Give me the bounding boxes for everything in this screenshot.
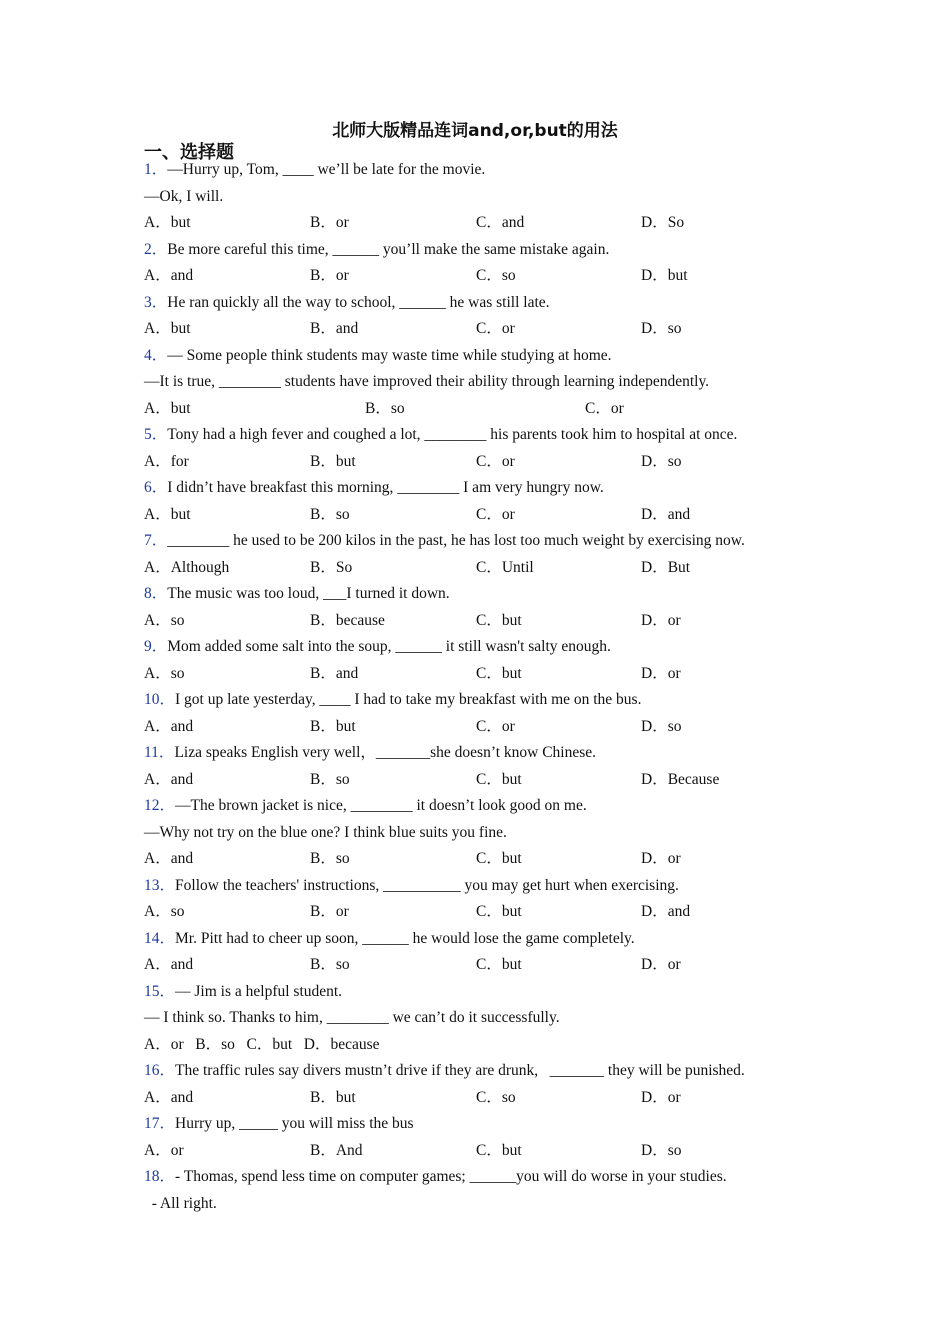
- question-text: Follow the teachers' instructions, __________ you may get hurt when exercising.: [175, 876, 679, 894]
- answer-option: B．so: [310, 505, 350, 523]
- question-number: 7．: [144, 532, 168, 549]
- question-text: - All right.: [144, 1194, 217, 1212]
- question-text: —It is true, ________ students have improved their ability through learning independently.: [144, 373, 710, 390]
- section-heading: 一、选择题: [144, 142, 234, 163]
- question-stem: [144, 293, 550, 313]
- question-number: 15．: [144, 982, 176, 1000]
- question-stem: [144, 478, 604, 498]
- answer-option: C．or: [476, 452, 515, 470]
- answer-option: A．Although: [144, 558, 230, 576]
- question-stem: [144, 425, 737, 445]
- question-stem: [144, 637, 611, 657]
- answer-option: C．but: [476, 850, 522, 867]
- answer-option: D．But: [641, 558, 691, 576]
- answer-option: C．and: [476, 214, 525, 231]
- answer-option: A．but: [144, 320, 191, 337]
- question-number: 8．: [144, 585, 168, 602]
- answer-option: D．or: [641, 664, 681, 682]
- answer-option: D．or: [641, 1088, 681, 1106]
- question-number: 11．: [144, 744, 175, 761]
- question-text: Mr. Pitt had to cheer up soon, ______ he would lose the game completely.: [175, 929, 635, 947]
- answer-option: C．but: [476, 770, 522, 788]
- question-text: — Some people think students may waste time while studying at home.: [167, 346, 612, 364]
- answer-option: A．and: [144, 267, 194, 284]
- question-number: 3．: [144, 293, 168, 311]
- question-stem: [144, 160, 485, 180]
- answer-option: A．so: [144, 903, 185, 920]
- answer-option: C．or: [476, 717, 515, 735]
- answer-option: B．so: [310, 956, 350, 973]
- answer-option: C．but: [476, 611, 522, 629]
- answer-option: A．and: [144, 1088, 194, 1106]
- question-number: 12．: [144, 797, 176, 814]
- answer-option: C．so: [476, 1088, 516, 1106]
- answer-option: B．or: [310, 267, 349, 284]
- question-text: I got up late yesterday, ____ I had to take my breakfast with me on the bus.: [175, 691, 642, 708]
- question-text: Be more careful this time, ______ you’ll make the same mistake again.: [167, 240, 610, 258]
- answer-option: D．but: [641, 267, 688, 284]
- question-number: 2．: [144, 240, 168, 258]
- answer-option: B．but: [310, 717, 356, 735]
- answer-option: A．for: [144, 452, 189, 470]
- question-text: —Ok, I will.: [144, 187, 224, 205]
- answer-option: A．or: [144, 1141, 184, 1159]
- question-number: 4．: [144, 346, 168, 364]
- answer-option: D．So: [641, 214, 685, 231]
- question-text: —Hurry up, Tom, ____ we’ll be late for the movie.: [167, 161, 486, 178]
- question-number: 17．: [144, 1115, 176, 1132]
- answer-option: D．so: [641, 1141, 682, 1159]
- question-number: 13．: [144, 876, 176, 894]
- answer-option: A．so: [144, 664, 185, 682]
- answer-option: C．so: [476, 267, 516, 284]
- answer-option: C．but: [476, 1141, 522, 1159]
- question-number: 16．: [144, 1062, 176, 1079]
- question-stem: [144, 796, 587, 816]
- answer-option: C．or: [476, 505, 515, 523]
- question-text: — I think so. Thanks to him, ________ we can’t do it successfully.: [144, 1009, 560, 1026]
- question-number: 18．: [144, 1168, 176, 1185]
- question-number: 5．: [144, 426, 168, 443]
- answer-option: A．but: [144, 214, 191, 231]
- answer-option: B．and: [310, 664, 359, 682]
- question-stem: [144, 743, 596, 763]
- question-text: —Why not try on the blue one? I think blue suits you fine.: [144, 823, 507, 841]
- answer-option: B．so: [365, 399, 405, 417]
- answer-option: B．And: [310, 1141, 363, 1159]
- answer-option: D．or: [641, 956, 681, 973]
- answer-option: C．or: [476, 320, 515, 337]
- answer-option: C．Until: [476, 558, 534, 576]
- question-stem: [144, 240, 609, 260]
- question-stem: [144, 876, 679, 896]
- answer-option: A．but: [144, 399, 191, 417]
- question-text: The music was too loud, ___I turned it down.: [167, 585, 450, 602]
- answer-option: B．but: [310, 452, 356, 470]
- answer-option: A．but: [144, 505, 191, 523]
- answer-option: D．and: [641, 903, 691, 920]
- answer-option: B．and: [310, 320, 359, 337]
- question-dialogue-line: [144, 1194, 217, 1214]
- answer-option: B．because: [310, 611, 385, 629]
- question-text: I didn’t have breakfast this morning, ________ I am very hungry now.: [167, 479, 604, 496]
- answer-option: A．and: [144, 850, 194, 867]
- question-dialogue-line: [144, 1008, 560, 1028]
- question-stem: [144, 982, 342, 1002]
- answer-option: A．and: [144, 956, 194, 973]
- question-dialogue-line: [144, 823, 507, 843]
- question-text: He ran quickly all the way to school, ______ he was still late.: [167, 293, 550, 311]
- question-number: 6．: [144, 479, 168, 496]
- question-dialogue-line: [144, 372, 709, 392]
- answer-option: A．so: [144, 611, 185, 629]
- question-stem: [144, 1167, 727, 1187]
- question-text: — Jim is a helpful student.: [175, 982, 343, 1000]
- question-stem: [144, 690, 641, 710]
- answer-option: D．so: [641, 452, 682, 470]
- answer-option: B．or: [310, 214, 349, 231]
- answer-option: B．So: [310, 558, 353, 576]
- question-text: —The brown jacket is nice, ________ it doesn’t look good on me.: [175, 797, 587, 814]
- question-text: Liza speaks English very well，_______she doesn’t know Chinese.: [174, 744, 597, 761]
- question-number: 1．: [144, 161, 168, 178]
- question-number: 10．: [144, 691, 176, 708]
- question-text: The traffic rules say divers mustn’t drive if they are drunk, _______ they will be punished.: [175, 1062, 745, 1079]
- question-text: Mom added some salt into the soup, ______ it still wasn't salty enough.: [167, 638, 611, 655]
- answer-option: B．or: [310, 903, 349, 920]
- question-stem: [144, 1061, 745, 1081]
- question-stem: [144, 346, 612, 366]
- answer-option: C．but: [476, 664, 522, 682]
- answer-options-inline: A．or B．so C．but D．because: [144, 1035, 380, 1053]
- answer-option: C．or: [585, 399, 624, 417]
- question-text: Hurry up, _____ you will miss the bus: [175, 1115, 414, 1132]
- answer-option: B．so: [310, 850, 350, 867]
- question-stem: [144, 531, 745, 551]
- answer-option: D．or: [641, 611, 681, 629]
- question-dialogue-line: [144, 187, 223, 207]
- answer-option: D．so: [641, 320, 682, 337]
- answer-option: D．Because: [641, 770, 720, 788]
- answer-option: D．or: [641, 850, 681, 867]
- answer-option: A．and: [144, 770, 194, 788]
- answer-option: B．but: [310, 1088, 356, 1106]
- answer-option: D．and: [641, 505, 691, 523]
- page-title: 北师大版精品连词and,or,but的用法: [332, 121, 618, 141]
- question-stem: [144, 584, 450, 604]
- question-stem: [144, 1114, 414, 1134]
- answer-option: B．so: [310, 770, 350, 788]
- question-number: 14．: [144, 929, 176, 947]
- question-text: - Thomas, spend less time on computer games; ______you will do worse in your studies.: [175, 1168, 727, 1185]
- question-text: ________ he used to be 200 kilos in the past, he has lost too much weight by exercising now.: [167, 532, 745, 549]
- question-text: Tony had a high fever and coughed a lot, ________ his parents took him to hospital at once.: [167, 426, 738, 443]
- answer-option: C．but: [476, 903, 522, 920]
- answer-option: A．and: [144, 717, 194, 735]
- answer-option: C．but: [476, 956, 522, 973]
- question-number: 9．: [144, 638, 168, 655]
- answer-option: D．so: [641, 717, 682, 735]
- question-stem: [144, 929, 635, 949]
